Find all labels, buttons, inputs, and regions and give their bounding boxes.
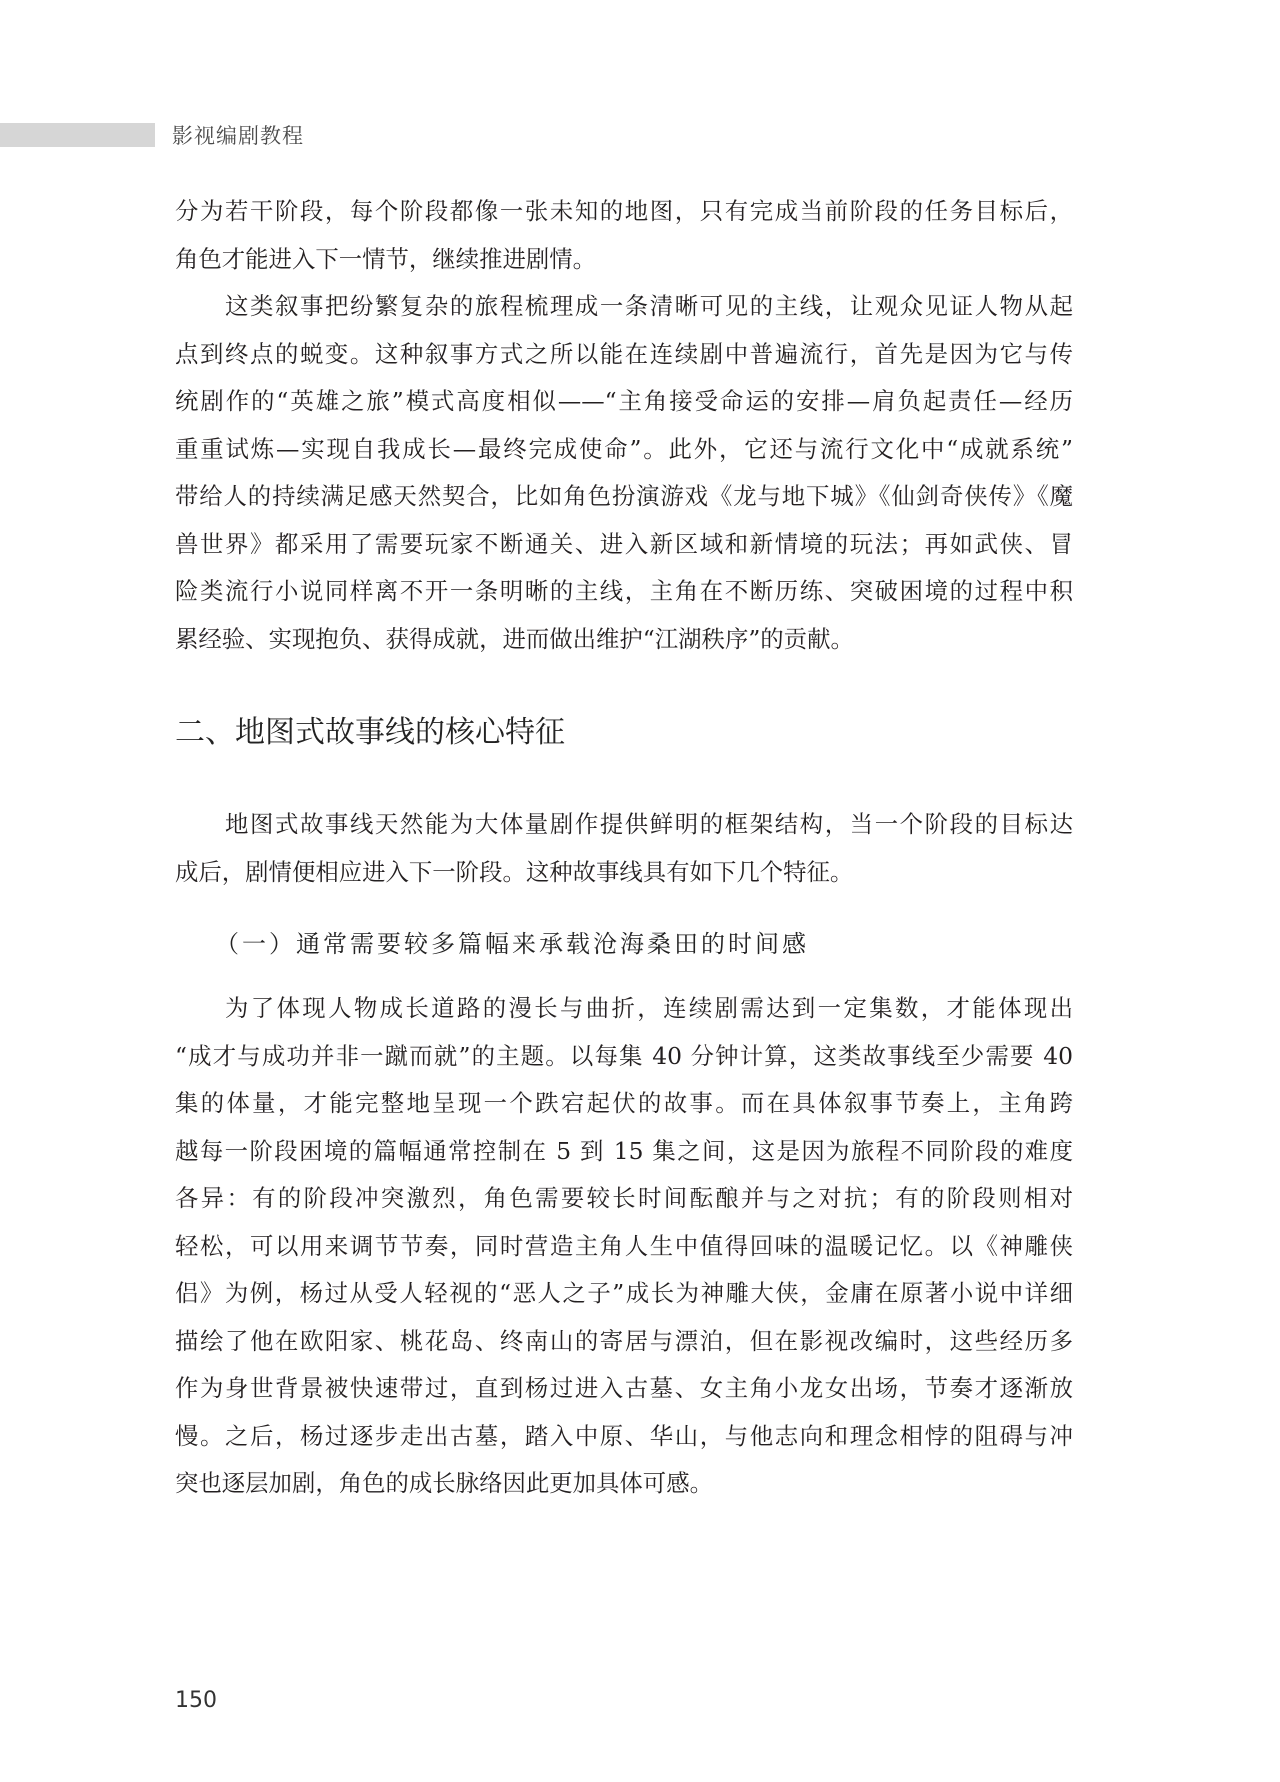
text-line: 侣》为例，杨过从受人轻视的“恶人之子”成长为神雕大侠，金庸在原著小说中详细	[175, 1279, 1073, 1307]
text-line: 点到终点的蜕变。这种叙事方式之所以能在连续剧中普遍流行，首先是因为它与传	[175, 339, 1073, 368]
text-line: 险类流行小说同样离不开一条明晰的主线，主角在不断历练、突破困境的过程中积	[175, 577, 1073, 605]
text-line: 地图式故事线天然能为大体量剧作提供鲜明的框架结构，当一个阶段的目标达	[225, 810, 1073, 838]
text-line: 慢。之后，杨过逐步走出古墓，踏入中原、华山，与他志向和理念相悖的阻碍与冲	[175, 1421, 1073, 1450]
text-line: 兽世界》都采用了需要玩家不断通关、进入新区域和新情境的玩法；再如武侠、冒	[175, 529, 1073, 558]
text-line: 轻松，可以用来调节节奏，同时营造主角人生中值得回味的温暖记忆。以《神雕侠	[175, 1231, 1073, 1260]
running-header-bar	[0, 123, 155, 147]
running-header-title: 影视编剧教程	[172, 124, 304, 148]
text-line: 突也逐层加剧，角色的成长脉络因此更加具体可感。	[175, 1469, 713, 1497]
text-line: 这类叙事把纷繁复杂的旅程梳理成一条清晰可见的主线，让观众见证人物从起	[225, 292, 1073, 320]
text-line: 集的体量，才能完整地呈现一个跌宕起伏的故事。而在具体叙事节奏上，主角跨	[175, 1089, 1073, 1117]
text-line: 越每一阶段困境的篇幅通常控制在 5 到 15 集之间，这是因为旅程不同阶段的难度	[175, 1136, 1073, 1165]
text-line: 重重试炼—实现自我成长—最终完成使命”。此外，它还与流行文化中“成就系统”	[175, 434, 1073, 463]
text-line: “成才与成功并非一蹴而就”的主题。以每集 40 分钟计算，这类故事线至少需要 40	[175, 1041, 1073, 1070]
paragraph	[175, 801, 1073, 896]
text-line: 各异：有的阶段冲突激烈，角色需要较长时间酝酿并与之对抗；有的阶段则相对	[175, 1184, 1073, 1212]
paragraph	[175, 985, 1073, 1508]
text-line: 累经验、实现抱负、获得成就，进而做出维护“江湖秩序”的贡献。	[175, 624, 854, 653]
paragraph	[175, 188, 1073, 283]
text-line: 角色才能进入下一情节，继续推进剧情。	[175, 244, 597, 273]
paragraph	[175, 283, 1073, 663]
text-line: 统剧作的“英雄之旅”模式高度相似——“主角接受命运的安排—肩负起责任—经历	[175, 387, 1073, 415]
text-line: 作为身世背景被快速带过，直到杨过进入古墓、女主角小龙女出场，节奏才逐渐放	[175, 1374, 1073, 1402]
text-line: 分为若干阶段，每个阶段都像一张未知的地图，只有完成当前阶段的任务目标后，	[175, 197, 1073, 225]
text-line: 为了体现人物成长道路的漫长与曲折，连续剧需达到一定集数，才能体现出	[225, 994, 1073, 1022]
text-line: 成后，剧情便相应进入下一阶段。这种故事线具有如下几个特征。	[175, 857, 854, 886]
section-heading: 二、地图式故事线的核心特征	[175, 715, 565, 750]
text-block-top	[175, 188, 1073, 663]
text-line: 带给人的持续满足感天然契合，比如角色扮演游戏《龙与地下城》《仙剑奇侠传》《魔	[175, 482, 1073, 510]
subsection-heading: （一）通常需要较多篇幅来承载沧海桑田的时间感	[215, 930, 809, 958]
page-number: 150	[175, 1688, 217, 1713]
text-line: 描绘了他在欧阳家、桃花岛、终南山的寄居与漂泊，但在影视改编时，这些经历多	[175, 1326, 1073, 1355]
